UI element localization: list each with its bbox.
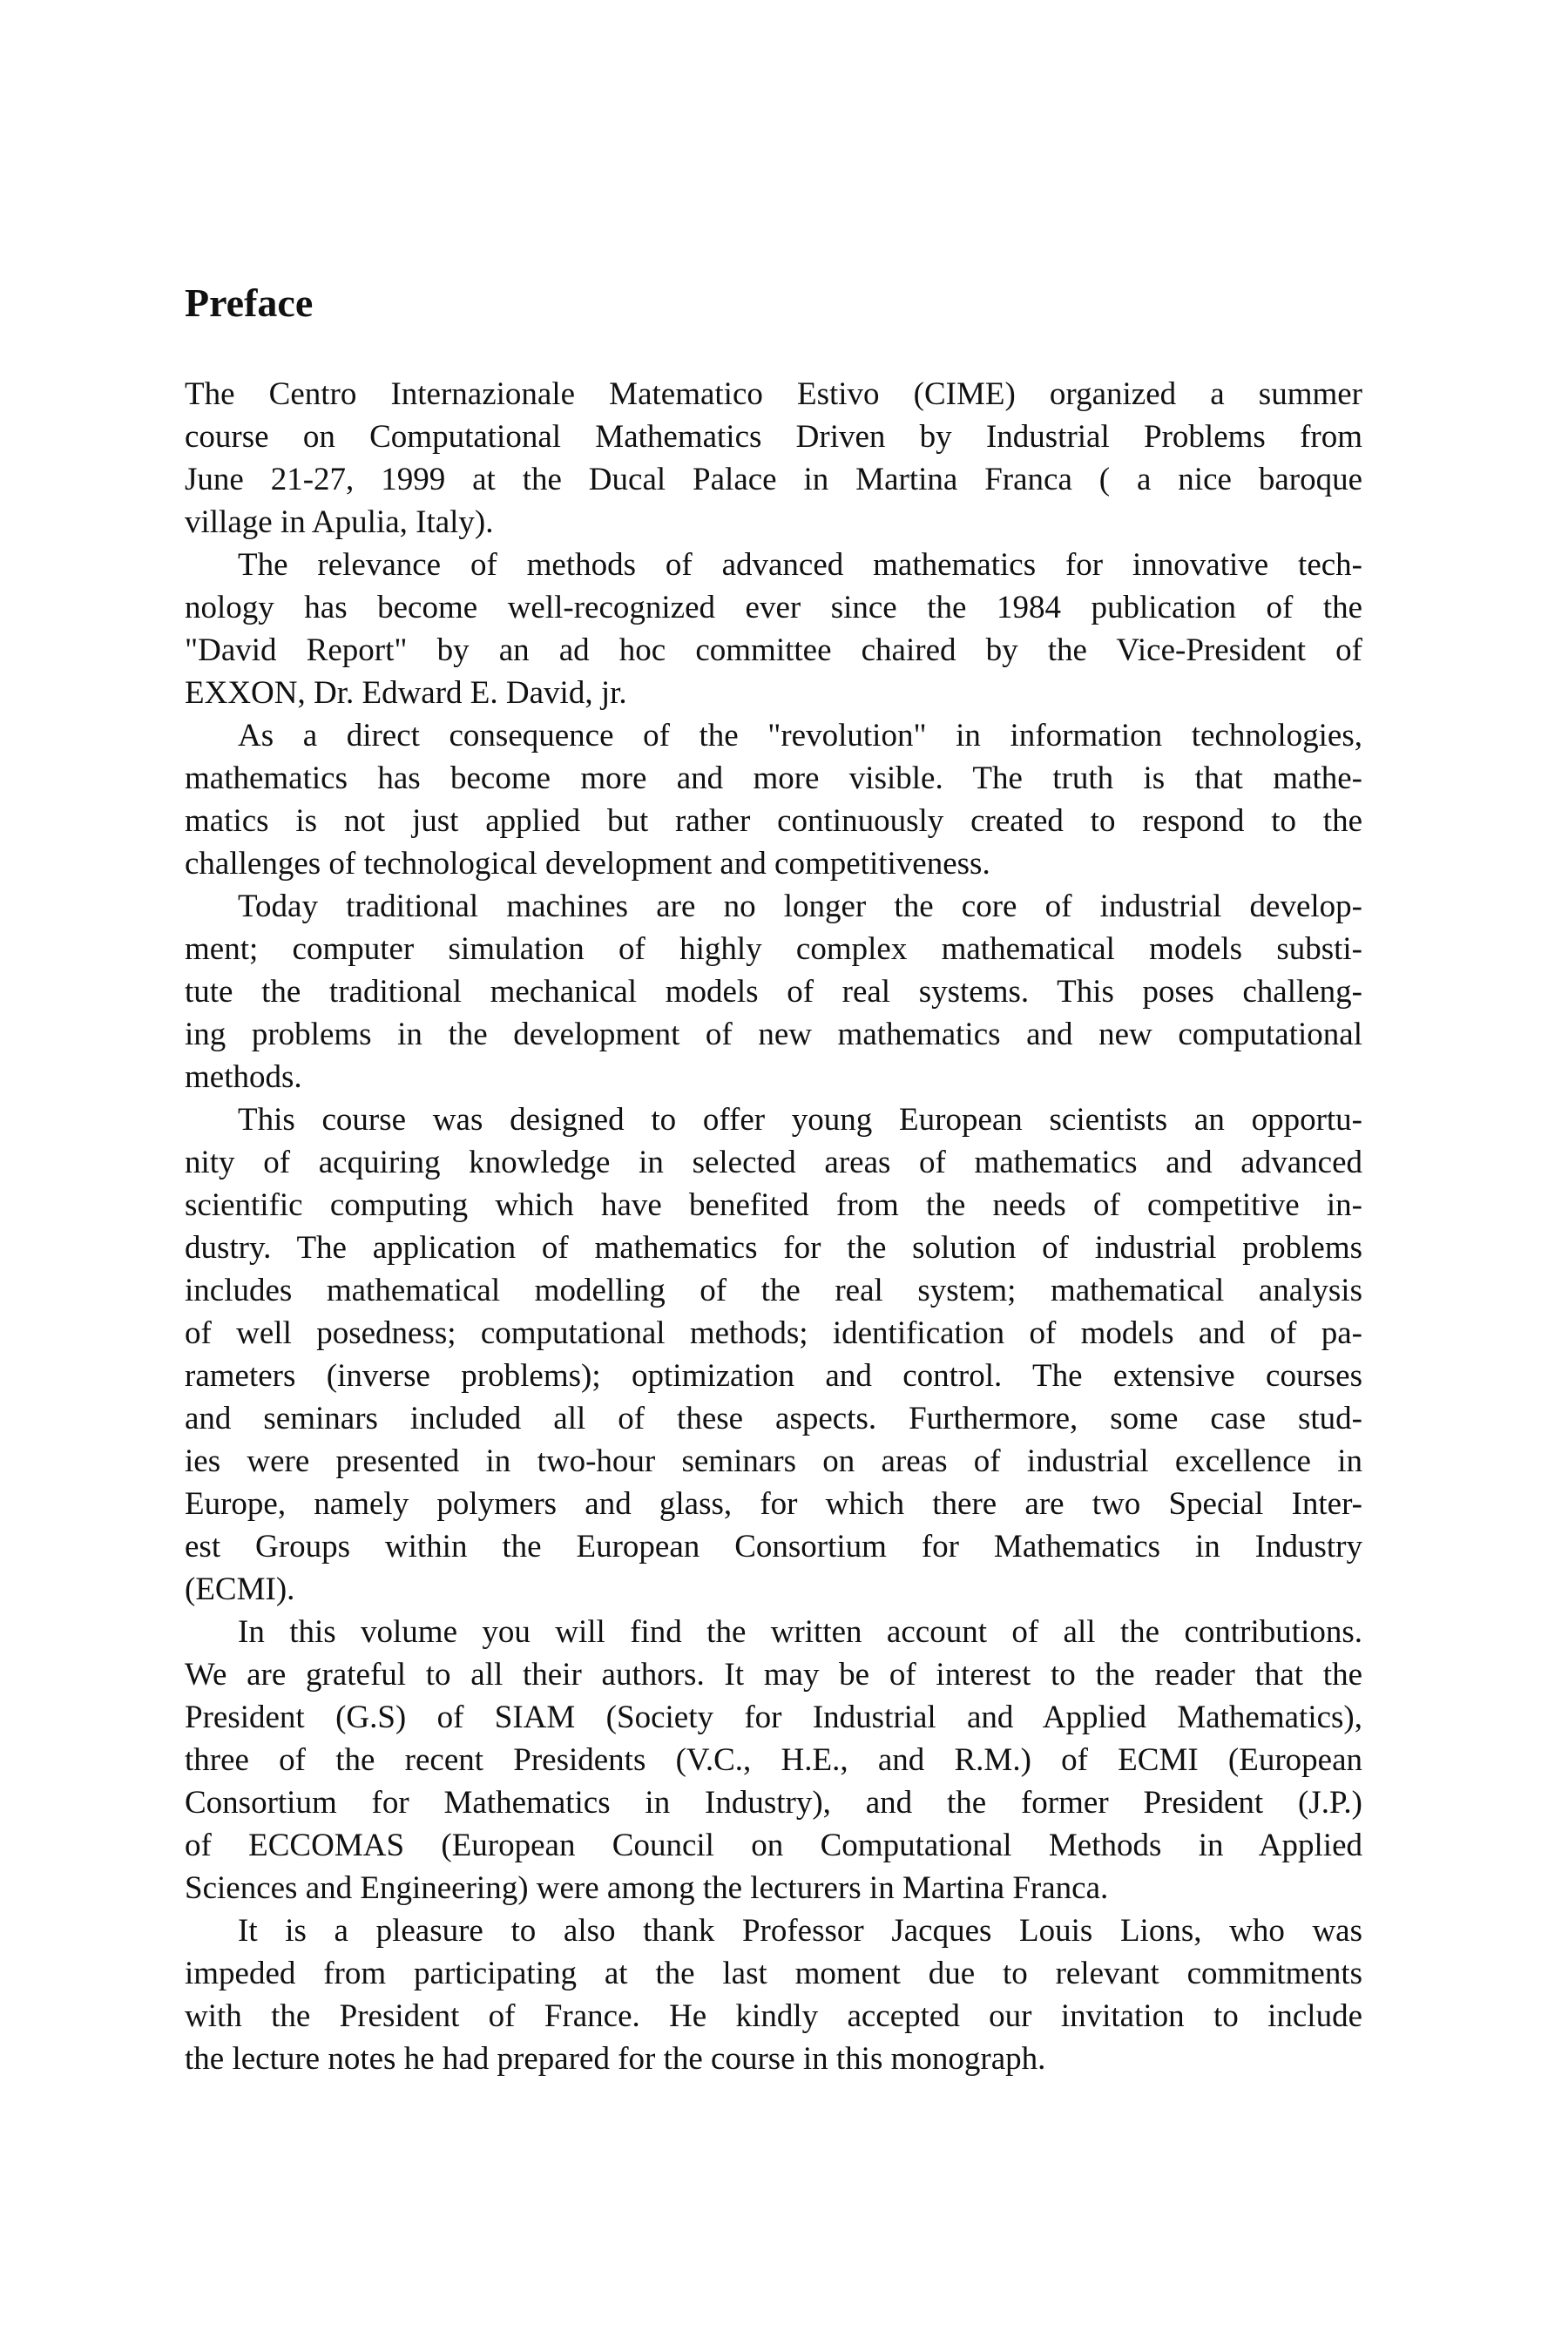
text-line: challenges of technological development and competitiveness.	[185, 846, 990, 882]
paragraph	[185, 885, 1362, 1098]
text-line: Consortium for Mathematics in Industry), and the former President (J.P.)	[185, 1785, 1362, 1821]
text-line: dustry. The application of mathematics for the solution of industrial problems	[185, 1230, 1362, 1266]
text-line: rameters (inverse problems); optimization and control. The extensive courses	[185, 1358, 1362, 1394]
paragraph	[185, 373, 1362, 544]
text-line: This course was designed to offer young European scientists an opportu-	[238, 1102, 1362, 1138]
text-line: nology has become well-recognized ever since the 1984 publication of the	[185, 590, 1362, 625]
text-line: (ECMI).	[185, 1571, 295, 1607]
text-line: the lecture notes he had prepared for the course in this monograph.	[185, 2041, 1046, 2077]
text-line: Europe, namely polymers and glass, for which there are two Special Inter-	[185, 1486, 1362, 1522]
text-line: matics is not just applied but rather continuously created to respond to the	[185, 803, 1362, 839]
text-line: course on Computational Mathematics Driven by Industrial Problems from	[185, 419, 1362, 455]
text-line: ing problems in the development of new mathematics and new computational	[185, 1017, 1362, 1052]
text-line: ment; computer simulation of highly complex mathematical models substi-	[185, 931, 1362, 967]
text-line: June 21-27, 1999 at the Ducal Palace in Martina Franca ( a nice baroque	[185, 462, 1362, 497]
text-line: nity of acquiring knowledge in selected areas of mathematics and advanced	[185, 1145, 1362, 1180]
text-line: with the President of France. He kindly accepted our invitation to include	[185, 1998, 1362, 2034]
text-line: It is a pleasure to also thank Professor Jacques Louis Lions, who was	[238, 1913, 1362, 1949]
text-line: EXXON, Dr. Edward E. David, jr.	[185, 675, 627, 711]
paragraph	[185, 1909, 1362, 2080]
text-line: The Centro Internazionale Matematico Estivo (CIME) organized a summer	[185, 376, 1362, 412]
text-line: Today traditional machines are no longer the core of industrial develop-	[238, 889, 1362, 924]
text-line: est Groups within the European Consortium for Mathematics in Industry	[185, 1529, 1362, 1565]
paragraph	[185, 714, 1362, 885]
text-line: ies were presented in two-hour seminars on areas of industrial excellence in	[185, 1443, 1362, 1479]
paragraph	[185, 1098, 1362, 1611]
text-line: methods.	[185, 1059, 302, 1095]
paragraph	[185, 1611, 1362, 1909]
text-line: tute the traditional mechanical models of real systems. This poses challeng-	[185, 974, 1362, 1010]
text-line: President (G.S) of SIAM (Society for Industrial and Applied Mathematics),	[185, 1700, 1362, 1735]
text-line: of well posedness; computational methods; identification of models and of pa-	[185, 1315, 1362, 1351]
paragraph	[185, 544, 1362, 714]
text-line: includes mathematical modelling of the real system; mathematical analysis	[185, 1273, 1362, 1308]
text-line: mathematics has become more and more visible. The truth is that mathe-	[185, 760, 1362, 796]
text-line: The relevance of methods of advanced mathematics for innovative tech-	[238, 547, 1362, 583]
text-line: impeded from participating at the last moment due to relevant commitments	[185, 1956, 1362, 1991]
text-line: "David Report" by an ad hoc committee chaired by the Vice-President of	[185, 632, 1362, 668]
text-line: scientific computing which have benefited from the needs of competitive in-	[185, 1187, 1362, 1223]
text-line: In this volume you will find the written account of all the contributions.	[238, 1614, 1362, 1650]
page-title: Preface	[185, 280, 314, 325]
preface-body	[185, 373, 1362, 2080]
text-line: and seminars included all of these aspects. Furthermore, some case stud-	[185, 1401, 1362, 1436]
text-line: of ECCOMAS (European Council on Computational Methods in Applied	[185, 1828, 1362, 1863]
text-line: village in Apulia, Italy).	[185, 504, 494, 540]
text-line: As a direct consequence of the "revolution" in information technologies,	[238, 718, 1362, 754]
text-line: Sciences and Engineering) were among the lecturers in Martina Franca.	[185, 1870, 1109, 1906]
text-line: three of the recent Presidents (V.C., H.E., and R.M.) of ECMI (European	[185, 1742, 1362, 1778]
text-line: We are grateful to all their authors. It may be of interest to the reader that the	[185, 1657, 1362, 1693]
